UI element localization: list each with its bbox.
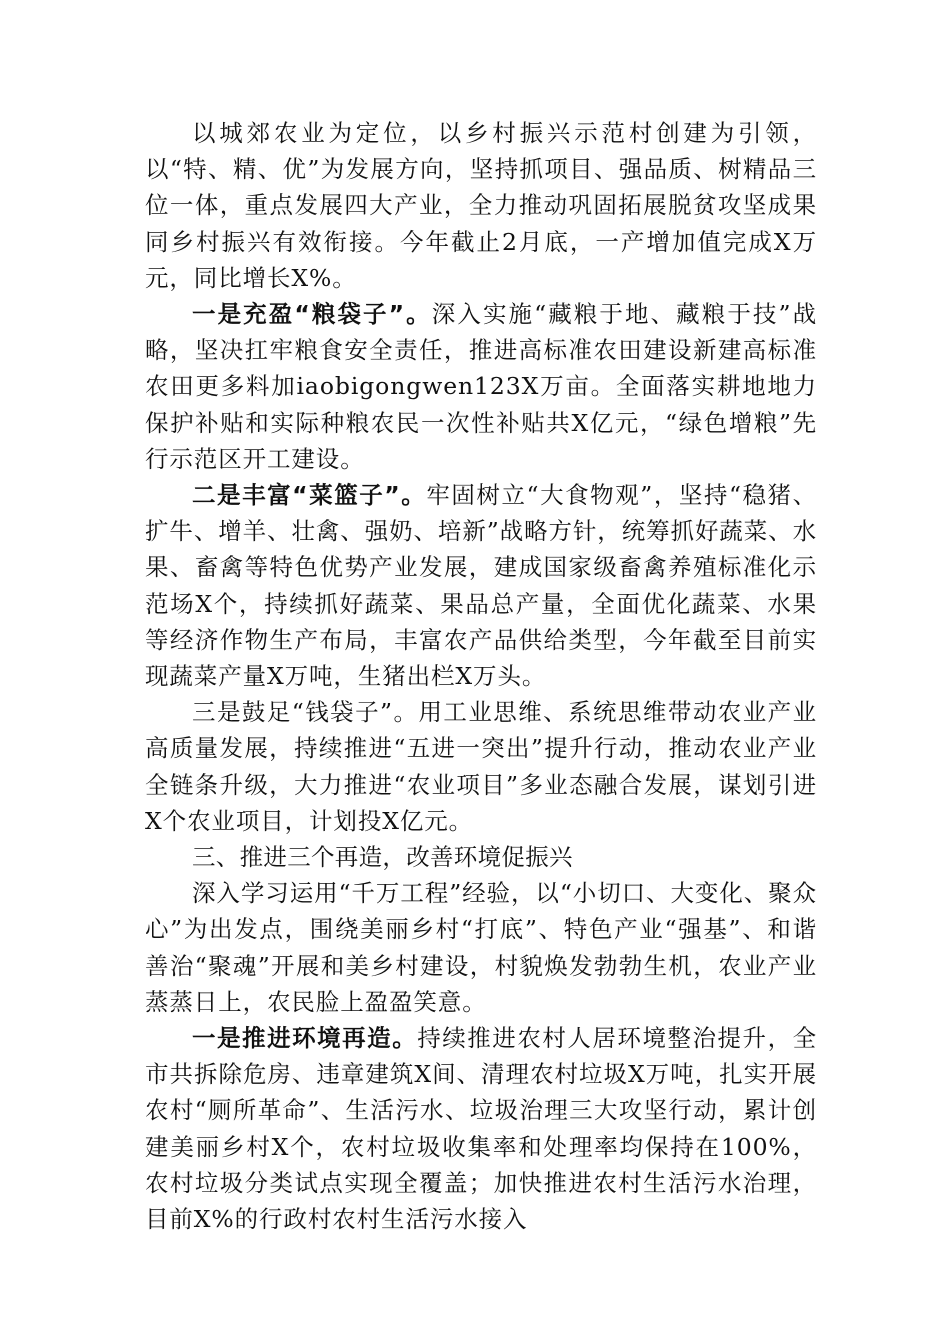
- paragraph-money-bag: [145, 694, 817, 839]
- paragraph-text: 牢固树立“大食物观”，坚持“稳猪、扩牛、增羊、壮禽、强奶、培新”战略方针，统筹抓好蔬菜、水果、畜禽等特色优势产业发展，建成国家级畜禽养殖标准化示范场X个，持续抓好蔬菜、果品总产量，全面优化蔬菜、水果等经济作物生产布局，丰富农产品供给类型，今年截至目前实现蔬菜产量X万吨，生猪出栏X万头。: [145, 481, 818, 691]
- document-body: [145, 115, 817, 1237]
- paragraph-intro: [145, 115, 817, 296]
- paragraph-section-intro: [145, 875, 817, 1020]
- paragraph-text: 以城郊农业为定位，以乡村振兴示范村创建为引领，以“特、精、优”为发展方向，坚持抓项目、强品质、树精品三位一体，重点发展四大产业，全力推动巩固拓展脱贫攻坚成果同乡村振兴有效衔接。今年截止2月底，一产增加值完成X万元，同比增长X%。: [145, 119, 817, 292]
- paragraph-lead: 一是充盈“粮袋子”。: [192, 300, 432, 329]
- paragraph-lead: 一是推进环境再造。: [192, 1024, 418, 1053]
- paragraph-grain-bag: [145, 296, 817, 477]
- paragraph-vegetable-basket: [145, 477, 817, 694]
- section-heading: 三、推进三个再造，改善环境促振兴: [192, 843, 573, 872]
- paragraph-environment: [145, 1020, 817, 1237]
- paragraph-text: 深入学习运用“千万工程”经验，以“小切口、大变化、聚众心”为出发点，围绕美丽乡村“打底”、特色产业“强基”、和谐善治“聚魂”开展和美乡村建设，村貌焕发勃勃生机，农业产业蒸蒸日上，农民脸上盈盈笑意。: [145, 879, 817, 1016]
- paragraph-lead: 二是丰富“菜篮子”。: [192, 481, 427, 510]
- paragraph-text: 持续推进农村人居环境整治提升，全市共拆除危房、违章建筑X间、清理农村垃圾X万吨，扎实开展农村“厕所革命”、生活污水、垃圾治理三大攻坚行动，累计创建美丽乡村X个，农村垃圾收集率和处理率均保持在100%，农村垃圾分类试点实现全覆盖；加快推进农村生活污水治理，目前X%的行政村农村生活污水接入: [145, 1024, 817, 1234]
- paragraph-text: 深入实施“藏粮于地、藏粮于技”战略，坚决扛牢粮食安全责任，推进高标准农田建设新建高标准农田更多料加iaobigongwen123X万亩。全面落实耕地地力保护补贴和实际种粮农民一次性补贴共X亿元，“绿色增粮”先行示范区开工建设。: [145, 300, 817, 473]
- paragraph-text: 三是鼓足“钱袋子”。用工业思维、系统思维带动农业产业高质量发展，持续推进“五进一突出”提升行动，推动农业产业全链条升级，大力推进“农业项目”多业态融合发展，谋划引进X个农业项目，计划投X亿元。: [145, 698, 817, 835]
